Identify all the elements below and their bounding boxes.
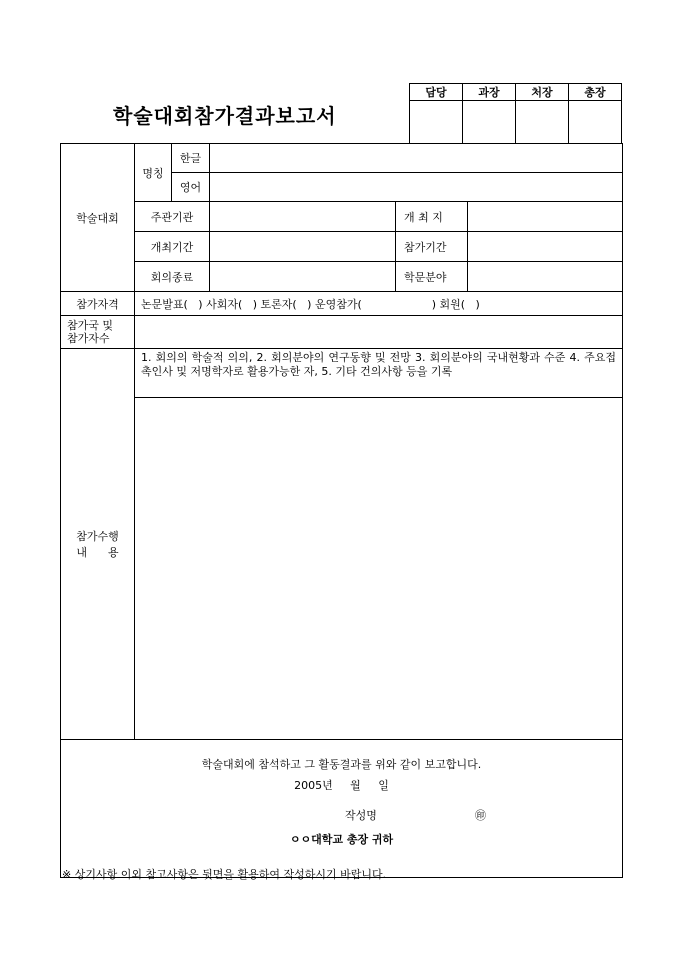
attend-period-field[interactable] <box>468 232 623 262</box>
period-field[interactable] <box>210 232 396 262</box>
page-title: 학술대회참가결과보고서 <box>113 104 337 128</box>
korean-name-field[interactable] <box>210 144 623 173</box>
footnote: ※ 상기사항 이외 참고사항은 뒷면을 활용하여 작성하시기 바랍니다. <box>62 868 387 881</box>
approval-table <box>409 83 622 144</box>
type-field[interactable] <box>210 262 396 292</box>
organizer-label: 주관기관 <box>135 202 210 232</box>
approval-label-staff: 담당 <box>410 84 463 101</box>
korean-label: 한글 <box>172 144 210 173</box>
name-label: 명칭 <box>135 144 172 202</box>
type-label: 회의종료 <box>135 262 210 292</box>
activity-label <box>61 349 135 740</box>
qualification-options[interactable]: 논문발표( ) 사회자( ) 토론자( ) 운영참가( ) 회원( ) <box>135 292 623 316</box>
organizer-field[interactable] <box>210 202 396 232</box>
report-form <box>60 143 623 878</box>
english-name-field[interactable] <box>210 173 623 202</box>
attend-period-label: 참가기간 <box>396 232 468 262</box>
venue-field[interactable] <box>468 202 623 232</box>
activity-label-line2: 내 용 <box>76 546 119 559</box>
approval-box-manager[interactable] <box>463 101 516 144</box>
qualification-label: 참가자격 <box>61 292 135 316</box>
recipient: ㅇㅇ대학교 총장 귀하 <box>289 833 394 846</box>
countries-label-line1: 참가국 및 <box>67 319 114 332</box>
countries-label-line2: 참가자수 <box>67 332 110 345</box>
countries-label <box>61 316 135 349</box>
approval-box-director[interactable] <box>516 101 569 144</box>
author-label: 작성명 <box>345 809 377 822</box>
approval-label-director: 처장 <box>516 84 569 101</box>
seal-mark: ㊞ <box>475 809 486 822</box>
field-label: 학문분야 <box>396 262 468 292</box>
closing-date: 2005년 월 일 <box>294 779 389 792</box>
closing-section <box>61 740 623 878</box>
period-label: 개최기간 <box>135 232 210 262</box>
approval-box-president[interactable] <box>569 101 622 144</box>
activity-instructions: 1. 회의의 학술적 의의, 2. 회의분야의 연구동향 및 전망 3. 회의분야의 국내현황과 수준 4. 주요접촉인사 및 저명학자로 활용가능한 자, 5. 기타 건의사항 등을 기록 <box>135 349 623 398</box>
closing-statement: 학술대회에 참석하고 그 활동결과를 위와 같이 보고합니다. <box>201 758 482 771</box>
countries-field[interactable] <box>135 316 623 349</box>
approval-box-staff[interactable] <box>410 101 463 144</box>
approval-label-president: 총장 <box>569 84 622 101</box>
conference-section-label: 학술대회 <box>61 144 135 292</box>
field-field[interactable] <box>468 262 623 292</box>
activity-label-line1: 참가수행 <box>76 530 119 543</box>
activity-content-field[interactable] <box>135 398 623 740</box>
approval-label-manager: 과장 <box>463 84 516 101</box>
english-label: 영어 <box>172 173 210 202</box>
venue-label: 개 최 지 <box>396 202 468 232</box>
